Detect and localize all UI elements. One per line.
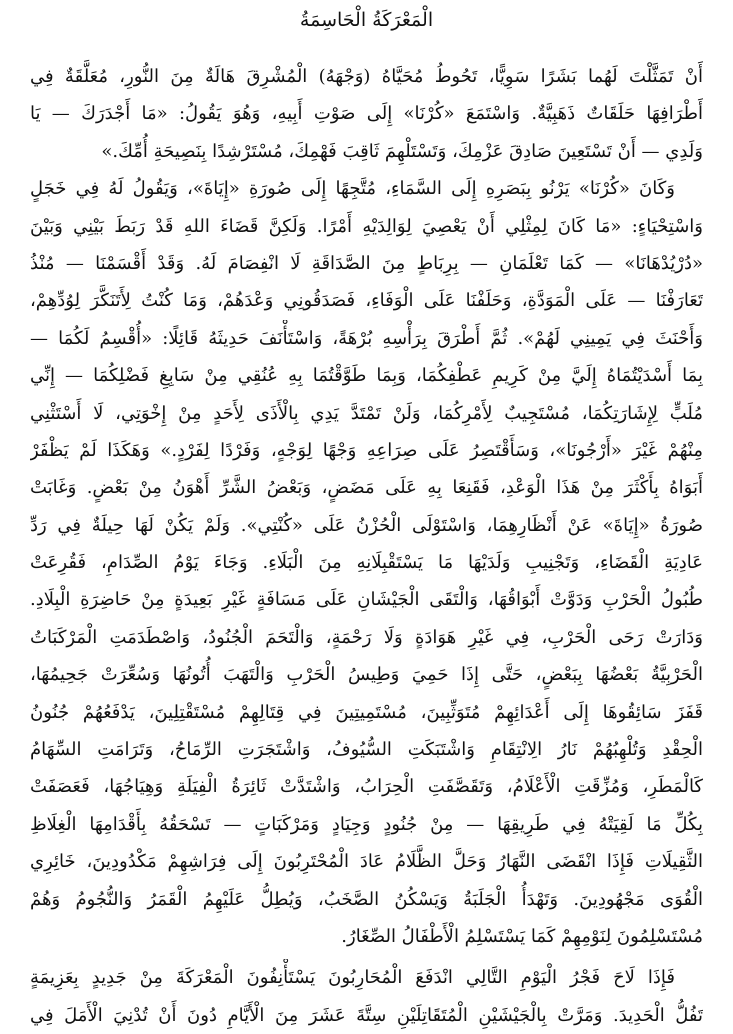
text-line: الثَّقِيلَاتِ فَإِذَا انْقَضَى النَّهَارُ وَحَلَّ الظَّلَامُ عَادَ الْمُحْتَرِبُونَ إِلَى فِرَاشِهِمْ مَكْدُودِينَ، خَائِرِي [30,851,703,873]
text-line: تَفُلُّ الْحَدِيدَ. وَمَرَّتْ بِالْجَيْشَيْنِ الْمُتَقَاتِلَيْنِ سِتَّةَ عَشَرَ مِنَ الْأَيَّامِ دُونَ أَنْ تُدْنِيَ الْأَمَلَ فِي [30,1004,703,1026]
text-line: الْقُوَى مَجْهُودِينَ. وَتَهْدَأُ الْجَلَبَةُ وَيَسْكُنُ الصَّخَبُ، وَيُطِلُّ عَلَيْهِمُ الْقَمَرُ وَالنُّجُومُ وَهُمْ [30,888,703,910]
text-line: أَطْرَافِهَا حَلَقَاتٌ ذَهَبِيَّةٌ. وَاسْتَمَعَ «كُرْنَا» إِلَى صَوْتِ أَبِيهِ، وَهُوَ يَقُولُ: «مَا أَجْدَرَكَ — يَا [30,103,703,125]
text-line: مُلَبٍّ لِإِشَارَتِكُمَا، مُسْتَجِيبٌ لِأَمْرِكُمَا، وَلَنْ تَمْتَدَّ يَدِي بِالْأَذَى لِأَحَدٍ مِنْ إِخْوَتِي، لَا أَسْتَثْنِي [30,402,703,424]
text-line: كَالْمَطَرِ، وَمُزِّقَتِ الْأَعْلَامُ، وَتَقَصَّفَتِ الْحِرَابُ، وَاشْتَدَّتْ ثَائِرَةُ الْفِيَلَةِ وَهِيَاجُهَا، فَعَصَفَتْ [30,776,703,798]
paragraph-3 [30,959,703,1034]
text-line: مِنْهُمْ غَيْرَ «أَرْجُونَا»، وَسَأَقْتَصِرُ عَلَى صِرَاعِهِ وَجْهًا لِوَجْهٍ، وَفَرْدًا لِفَرْدٍ.» وَهَكَذَا لَمْ يَظْفَرْ [30,439,703,461]
text-line: أَنْ تَمَثَّلْتَ لَهُما بَشَرًا سَوِيًّا، تَحُوطُ مُحَيَّاهُ (وَجْهَهُ) الْمُشْرِقَ هَالَةٌ مِنَ النُّورِ، مُعَلَّقَةٌ فِي [30,66,703,87]
text-line: عَادِيَةِ الْقَضَاءِ، وَتَجْنِيبِ وَلَدَيْهَا مَا يَسْتَقْبِلَانِهِ مِنَ الْبَلَاءِ. وَجَاءَ يَوْمُ الصِّدَامِ، فَقُرِعَتْ [30,552,703,574]
book-page [30,0,703,1026]
text-line: وَاسْتِحْيَاءٍ: «مَا كَانَ لِمِثْلِي أَنْ يَعْصِيَ لِوَالِدَيْهِ أَمْرًا. وَلَكِنَّ قَضَاءَ اللهِ قَدْ رَبَطَ بَيْنِي وَبَيْنَ [30,215,703,237]
text-line: وَكَانَ «كُرْنَا» يَرْنُو بِبَصَرِهِ إِلَى السَّمَاءِ، مُتَّجِهًا إِلَى صُورَةِ «إِيَاةَ»، وَيَقُولُ لَهُ فِي خَجَلٍ [30,178,675,200]
text-line: تَعَارَفْنَا — عَلَى الْمَوَدَّةِ، وَحَلَفْنَا عَلَى الْوَفَاءِ، فَصَدَقُونِي وَعْدَهُمْ، وَمَا كُنْتُ لِأَتَنَكَّرَ لِوُدِّهِمْ، [30,290,703,312]
paragraph-1 [30,58,703,170]
body-text [30,58,703,1034]
text-line: قَفَزَ سَائِقُوهَا إِلَى أَعْدَائِهِمْ مُتَوَثِّبِينَ، مُسْتَمِيتِينَ فِي قِتَالِهِمْ مُسْتَقْتِلِينَ، يَدْفَعُهُمْ جُنُونُ [30,701,703,723]
text-line: أَبَوَاهُ بِأَكْثَرَ مِنْ هَذَا الْوَعْدِ، فَقَنِعَا بِهِ عَلَى مَضَضٍ، وَبَعْضُ الشَّرِّ أَهْوَنُ مِنْ بَعْضٍ. وَغَابَتْ [30,477,703,499]
text-line: وَأَحْنَثَ فِي يَمِينِي لَهُمْ». ثُمَّ أَطْرَقَ بِرَأْسِهِ بُرْهَةً، وَاسْتَأْنَفَ حَدِيثَهُ قَائِلًا: «أُقْسِمُ لَكُمَا — [30,327,703,349]
text-line: طُبُولُ الْحَرْبِ وَدَوَّتْ أَبْوَاقُهَا، وَالْتَقَى الْجَيْشَانِ عَلَى مَسَافَةٍ غَيْرِ بَعِيدَةٍ مِنْ حَاضِرَةِ الْبِلَادِ. [30,589,703,611]
text-line: وَلَدِي — أَنْ تَسْتَعِينَ صَادِقَ عَزْمِكَ، وَتَسْتَلْهِمَ ثَاقِبَ فَهْمِكَ، مُسْتَرْشِدًا بِنَصِيحَةِ أُمِّكَ.» [101,140,703,162]
text-line: مُسْتَسْلِمُونَ لِنَوْمِهِمْ كَمَا يَسْتَسْلِمُ الْأَطْفَالُ الصِّغَارُ. [341,925,703,947]
text-line: الْحِقْدِ وَتُلْهِبُهُمْ نَارُ الِانْتِقَامِ وَاشْتَبَكَتِ السُّيُوفُ، وَاشْتَجَرَتِ الرِّمَاحُ، وَتَرَامَتِ السِّهَامُ [30,739,703,761]
paragraph-2 [30,170,703,955]
text-line: بِكُلِّ مَا لَقِيَتْهُ فِي طَرِيقِهَا — مِنْ جُنُودٍ وَجِيَادٍ وَمَرْكَبَاتٍ — تَسْحَقُهُ بِأَقْدَامِهَا الْغِلَاظِ [30,813,703,835]
text-line: بِمَا أَسْدَيْتُمَاهُ إِلَيَّ مِنْ كَرِيمِ عَطْفِكُمَا، وَبِمَا طَوَّقْتُمَا بِهِ عُنُقِي مِنْ سَابِغِ فَضْلِكُمَا — إِنِّي [30,365,703,387]
text-line: وَدَارَتْ رَحَى الْحَرْبِ، فِي غَيْرِ هَوَادَةٍ وَلَا رَحْمَةٍ، وَالْتَحَمَ الْجُنُودُ، وَاصْطَدَمَتِ الْمَرْكَبَاتُ [30,626,703,648]
text-line: فَإِذَا لَاحَ فَجْرُ الْيَوْمِ التَّالِي انْدَفَعَ الْمُحَارِبُونَ يَسْتَأْنِفُونَ الْمَعْرَكَةَ مِنْ جَدِيدٍ بِعَزِيمَةٍ [30,967,675,989]
running-head-title: الْمَعْرَكَةُ الْحَاسِمَةُ [299,9,434,31]
text-line: صُورَةُ «إِيَاةَ» عَنْ أَنْظَارِهِمَا، وَاسْتَوْلَى الْحُزْنُ عَلَى «كُنْتِي». وَلَمْ يَكُنْ لَهَا حِيلَةٌ فِي رَدِّ [30,514,703,536]
text-line: «دُرْيُدْهَانَا» — كَمَا تَعْلَمَانِ — بِرِبَاطٍ مِنَ الصَّدَاقَةِ لَا انْفِصَامَ لَهُ. وَقَدْ أَقْسَمْنَا — مُنْذُ [30,252,703,274]
text-line: الْحَرْبِيَّةُ بَعْضُهَا بِبَعْضٍ، حَتَّى إِذَا حَمِيَ وَطِيسُ الْحَرْبِ وَالْتَهَبَ أُتُونُهَا وَسُعِّرَتْ جَحِيمُهَا، [30,664,703,686]
